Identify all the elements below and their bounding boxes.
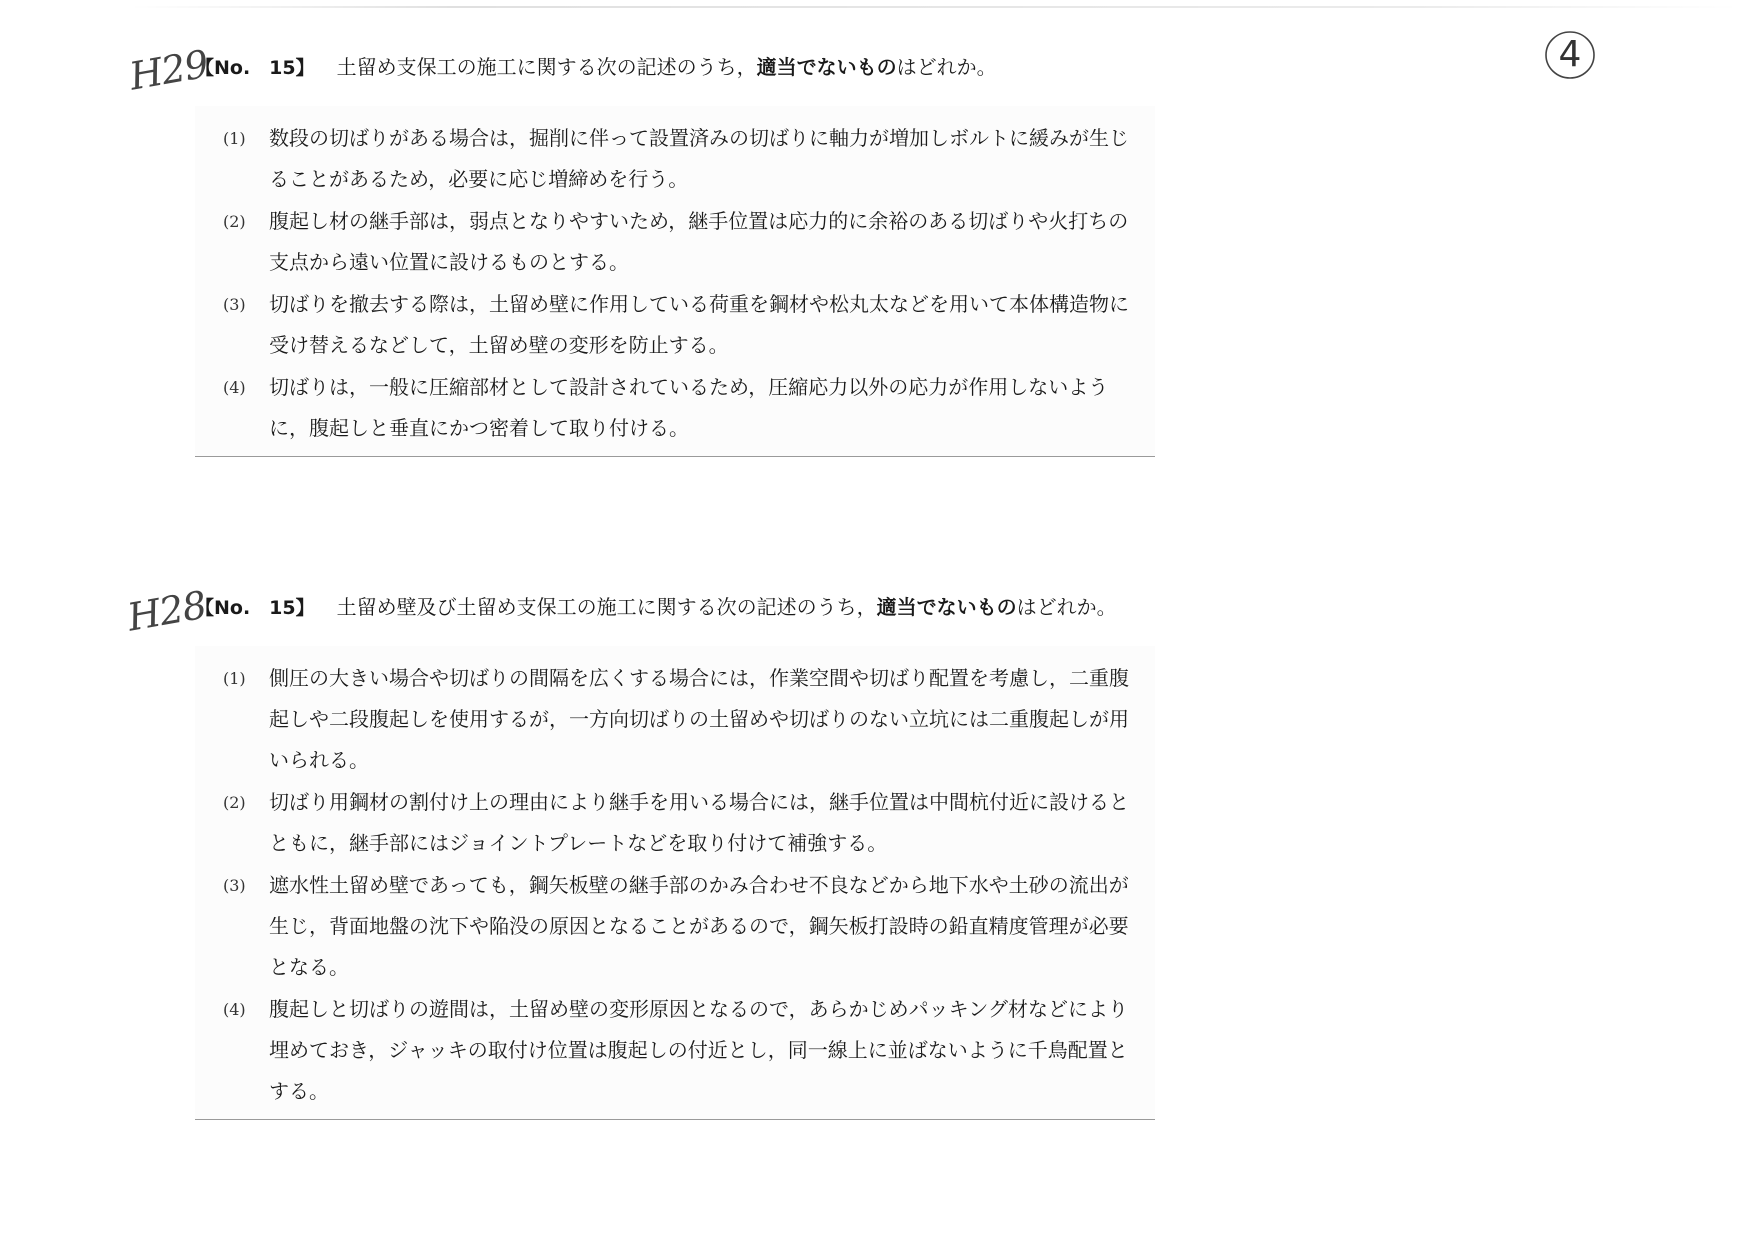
question-prompt-emphasis: 適当でないもの bbox=[876, 595, 1017, 619]
question-prompt-emphasis: 適当でないもの bbox=[756, 55, 897, 79]
question-prompt-post: はどれか。 bbox=[1016, 595, 1117, 619]
option-text: 遮水性土留め壁であっても，鋼矢板壁の継手部のかみ合わせ不良などから地下水や土砂の流出が生じ，背面地盤の沈下や陥没の原因となることがあるので，鋼矢板打設時の鉛直精度管理が必要となる。 bbox=[269, 873, 1129, 979]
page-number-label: 4 bbox=[1558, 34, 1582, 75]
option-text: 側圧の大きい場合や切ばりの間隔を広くする場合には，作業空間や切ばり配置を考慮し，二重腹起しや二段腹起しを使用するが，一方向切ばりの土留めや切ばりのない立坑には二重腹起しが用いられる。 bbox=[269, 666, 1129, 772]
option-number: (2) bbox=[223, 212, 246, 231]
question-number: 【No. 15】 bbox=[195, 597, 315, 619]
option-item bbox=[195, 284, 1155, 366]
question-block-h29 bbox=[195, 50, 1155, 457]
option-item bbox=[195, 201, 1155, 283]
option-text: 切ばり用鋼材の割付け上の理由により継手を用いる場合には，継手位置は中間杭付近に設けるとともに，継手部にはジョイントプレートなどを取り付けて補強する。 bbox=[269, 790, 1129, 855]
year-mark-h29: H29 bbox=[126, 41, 212, 99]
option-text: 腹起しと切ばりの遊間は，土留め壁の変形原因となるので，あらかじめパッキング材などにより埋めておき，ジャッキの取付け位置は腹起しの付近とし，同一線上に並ばないように千鳥配置とする。 bbox=[269, 997, 1128, 1103]
question-number: 【No. 15】 bbox=[195, 57, 315, 79]
question-prompt-post: はどれか。 bbox=[896, 55, 997, 79]
option-number: (1) bbox=[223, 129, 246, 148]
options-list bbox=[195, 106, 1155, 457]
option-number: (4) bbox=[223, 378, 246, 397]
question-prompt-pre: 土留め支保工の施工に関する次の記述のうち， bbox=[336, 55, 757, 79]
option-number: (2) bbox=[223, 793, 246, 812]
question-prompt-pre: 土留め壁及び土留め支保工の施工に関する次の記述のうち， bbox=[336, 595, 877, 619]
year-mark-h28: H28 bbox=[124, 582, 210, 640]
option-number: (3) bbox=[223, 295, 246, 314]
option-text: 腹起し材の継手部は，弱点となりやすいため，継手位置は応力的に余裕のある切ばりや火打ちの支点から遠い位置に設けるものとする。 bbox=[269, 209, 1129, 274]
option-item bbox=[195, 118, 1155, 200]
option-item bbox=[195, 658, 1155, 781]
options-list bbox=[195, 646, 1155, 1120]
question-block-h28 bbox=[195, 590, 1155, 1120]
option-item bbox=[195, 865, 1155, 988]
option-text: 切ばりは，一般に圧縮部材として設計されているため，圧縮応力以外の応力が作用しないように，腹起しと垂直にかつ密着して取り付ける。 bbox=[269, 375, 1109, 440]
option-item bbox=[195, 367, 1155, 449]
circle-mark-icon bbox=[1543, 28, 1597, 82]
option-text: 数段の切ばりがある場合は，掘削に伴って設置済みの切ばりに軸力が増加しボルトに緩みが生じることがあるため，必要に応じ増締めを行う。 bbox=[269, 126, 1129, 191]
question-header bbox=[195, 50, 1155, 84]
option-number: (1) bbox=[223, 669, 246, 688]
page-top-edge bbox=[130, 6, 1740, 8]
question-header bbox=[195, 590, 1155, 624]
option-text: 切ばりを撤去する際は，土留め壁に作用している荷重を鋼材や松丸太などを用いて本体構造物に受け替えるなどして，土留め壁の変形を防止する。 bbox=[269, 292, 1129, 357]
option-item bbox=[195, 782, 1155, 864]
option-number: (3) bbox=[223, 876, 246, 895]
option-number: (4) bbox=[223, 1000, 246, 1019]
page-number-circled bbox=[1545, 30, 1595, 80]
option-item bbox=[195, 989, 1155, 1112]
